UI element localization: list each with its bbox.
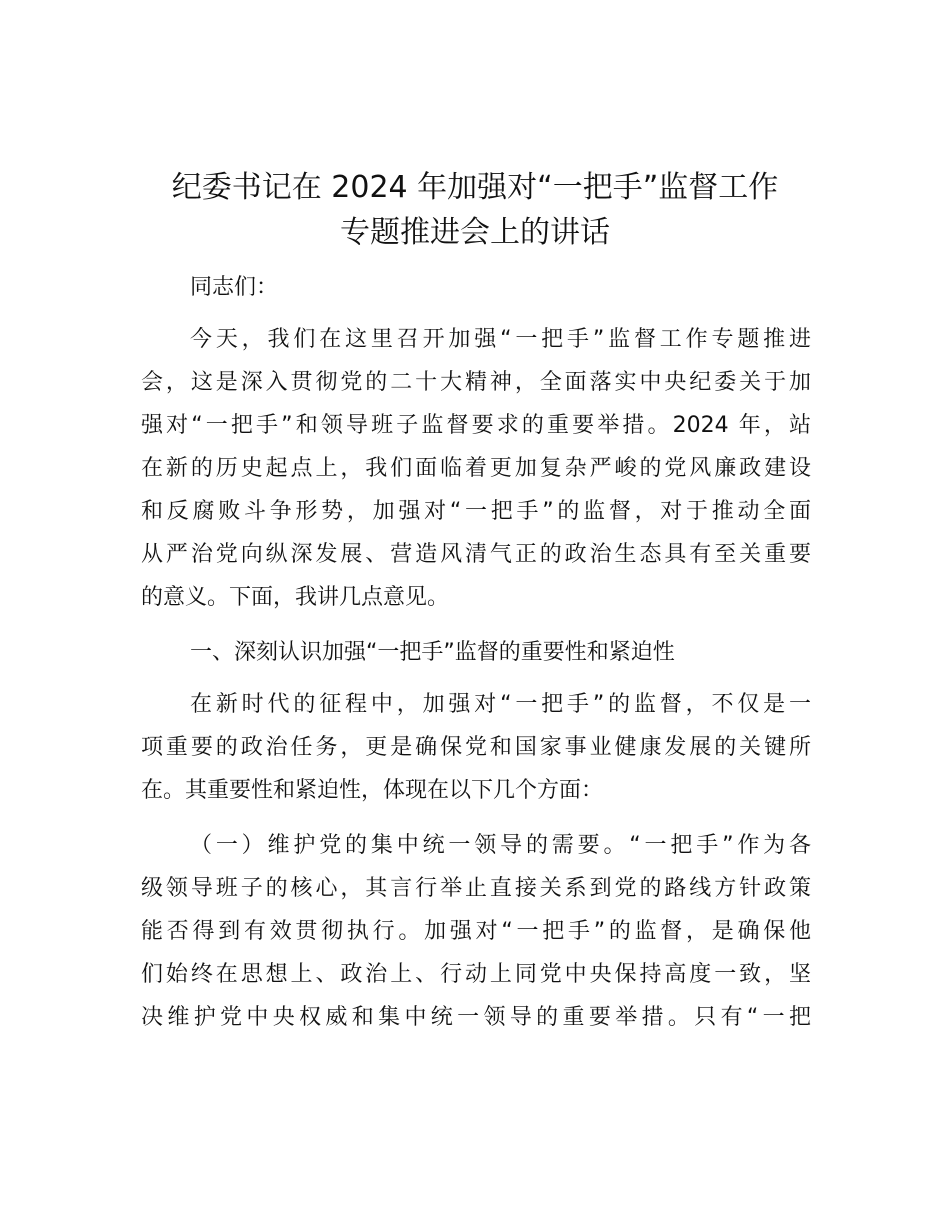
paragraph-3-line: 级领导班子的核心，其言行举止直接关系到党的路线方针政策 <box>141 876 811 901</box>
paragraph-2-line: 在。其重要性和紧迫性，体现在以下几个方面： <box>141 778 604 803</box>
paragraph-1-line: 和反腐败斗争形势，加强对“一把手”的监督，对于推动全面 <box>141 499 811 524</box>
paragraph-3-line: 能否得到有效贯彻执行。加强对“一把手”的监督，是确保他 <box>141 919 811 944</box>
document-title-line-1: 纪委书记在 2024 年加强对“一把手”监督工作 <box>171 170 779 205</box>
paragraph-2-line: 在新时代的征程中，加强对“一把手”的监督，不仅是一 <box>190 692 811 717</box>
section-heading-1: 一、深刻认识加强“一把手”监督的重要性和紧迫性 <box>190 640 675 665</box>
paragraph-3-line: （一）维护党的集中统一领导的需要。“一把手”作为各 <box>190 833 811 858</box>
salutation: 同志们： <box>190 275 279 300</box>
document-title-line-2: 专题推进会上的讲话 <box>340 215 610 250</box>
paragraph-1-line: 在新的历史起点上，我们面临着更加复杂严峻的党风廉政建设 <box>141 456 811 481</box>
paragraph-2-line: 项重要的政治任务，更是确保党和国家事业健康发展的关键所 <box>141 735 811 760</box>
paragraph-3-line: 们始终在思想上、政治上、行动上同党中央保持高度一致，坚 <box>141 962 811 987</box>
paragraph-1-line: 会，这是深入贯彻党的二十大精神，全面落实中央纪委关于加 <box>141 370 811 395</box>
paragraph-1-line: 强对“一把手”和领导班子监督要求的重要举措。2024 年，站 <box>141 413 811 438</box>
paragraph-3-line: 决维护党中央权威和集中统一领导的重要举措。只有“一把 <box>141 1005 811 1030</box>
paragraph-1-line: 今天，我们在这里召开加强“一把手”监督工作专题推进 <box>190 327 811 352</box>
paragraph-1-line: 从严治党向纵深发展、营造风清气正的政治生态具有至关重要 <box>141 542 811 567</box>
paragraph-1-line: 的意义。下面，我讲几点意见。 <box>141 585 450 610</box>
